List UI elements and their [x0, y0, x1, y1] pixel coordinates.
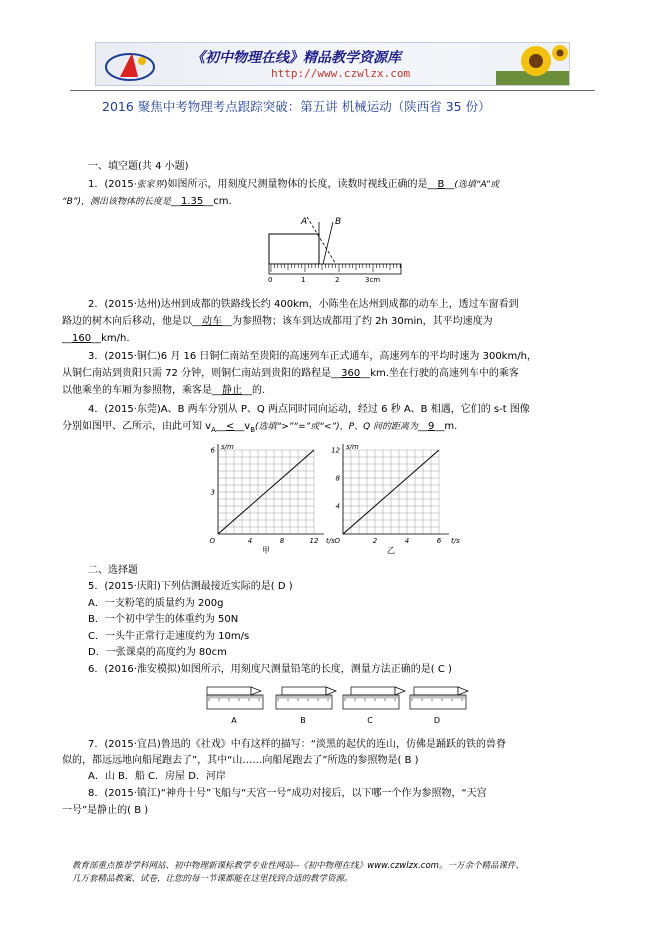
q3-line1: 3．(2015·铜仁)6 月 16 日铜仁南站至贵阳的高速列车正式通车，高速列车的平均时速为 300km/h， [88, 351, 537, 362]
x-tick-label: 12 [309, 537, 319, 545]
document-title: 2016 聚焦中考物理考点跟踪突破：第五讲 机械运动（陕西省 35 份） [102, 99, 491, 114]
q2-answer2: 160 [72, 333, 92, 344]
pencil-figures [205, 683, 470, 725]
banner-title: 《初中物理在线》精品教学资源库 [191, 50, 401, 66]
q4-answer1: < [225, 421, 235, 432]
chart-caption: 甲 [262, 546, 270, 555]
svg-text:0: 0 [268, 276, 273, 282]
origin-label: O [209, 537, 215, 545]
x-tick-label: 4 [404, 537, 410, 545]
q4-answer2: 9 [428, 421, 435, 432]
y-tick-label: 4 [335, 502, 340, 511]
sunflower-icon [496, 43, 570, 86]
q2-answer1: 动车 [202, 316, 222, 327]
q5-option-d: D．一张课桌的高度约为 80cm [88, 647, 227, 658]
q8-line2: 一号”是静止的( B ) [62, 805, 149, 816]
pencil-figure [276, 687, 336, 709]
x-axis-label: t/s [326, 537, 335, 545]
pencil-label-d: D [433, 716, 441, 725]
chart-yi [325, 440, 465, 555]
pencil-label-c: C [367, 716, 373, 725]
q5-option-c: C．一头牛正常行走速度约为 10m/s [88, 631, 250, 642]
q1-answer2: 1.35 [181, 196, 204, 207]
pencil-body [207, 687, 251, 695]
header-banner [95, 42, 570, 86]
pencil-body [351, 687, 395, 695]
origin-label: O [334, 537, 340, 545]
y-tick-label: 6 [210, 446, 215, 455]
label-a: A [301, 217, 308, 227]
y-tick-label: 12 [331, 446, 340, 455]
q7-line1: 7．(2015·宜昌)鲁迅的《社戏》中有这样的描写：“淡黑的起伏的连山，仿佛是踊跃的铁的兽脊 [88, 739, 506, 750]
y-axis-label: s/m [346, 443, 359, 451]
svg-text:1: 1 [301, 276, 306, 282]
pencil-label-a: A [231, 716, 237, 725]
q7-options: A．山 B．船 C．房屋 D．河岸 [88, 771, 226, 782]
q2-line1: 2．(2015·达州)达州到成都的铁路线长约 400km，小陈坐在达州到成都的动车上，透过车窗看到 [88, 299, 519, 310]
q6-stem: 6．(2016·淮安模拟)如图所示，用刻度尺测量铅笔的长度，测量方法正确的是( C ) [88, 664, 452, 675]
y-tick-label: 3 [210, 488, 215, 497]
chart-jia [200, 440, 340, 555]
x-axis-label: t/s [451, 537, 460, 545]
footer-line2: 几万套精品教案、试卷，让您的每一节课都能在这里找到合适的教学资源。 [72, 874, 353, 884]
pencil-figure [207, 687, 263, 709]
logo-icon [102, 47, 172, 83]
x-tick-label: 4 [247, 537, 253, 545]
svg-text:3cm: 3cm [365, 276, 381, 282]
pencil-label-b: B [300, 716, 306, 725]
pencil-tip [251, 687, 261, 695]
q8-line1: 8．(2015·镇江)“神舟十号”飞船与“天宫一号”成功对接后，以下哪一个作为参照物，“天宫 [88, 788, 487, 799]
q1-line2: “B”)，测出该物体的长度是__1.35__cm. [62, 196, 232, 207]
section-heading-fill: 一、填空题(共 4 小题) [88, 161, 189, 172]
chart-caption: 乙 [387, 546, 395, 555]
y-axis-label: s/m [221, 443, 234, 451]
x-tick-label: 2 [372, 537, 378, 545]
q1-line1: 1．(2015·张家界)如图所示，用刻度尺测量物体的长度，读数时视线正确的是__B__(选填“A”或 [88, 179, 500, 190]
q3-line3: 以他乘坐的车厢为参照物，乘客是__静止__的. [62, 385, 266, 396]
header-separator [70, 90, 595, 91]
q5-option-b: B．一个初中学生的体重约为 50N [88, 614, 239, 625]
q7-line2: 似的，都远远地向船尾跑去了”，其中“山……向船尾跑去了”所选的参照物是( B ) [62, 755, 419, 766]
q1-answer1: B [437, 179, 445, 190]
q3-answer1: 360 [341, 368, 361, 379]
banner-url[interactable]: http://www.czwlzx.com [271, 67, 411, 80]
section-heading-choice: 二、选择题 [88, 565, 138, 576]
label-b: B [335, 217, 342, 227]
q4-line2: 分别如图甲、乙所示，由此可知 $v_A\_\_<\_\_v_B$(选填“>”“=”或“<”)，P、Q 间的距离为__9__m. [62, 421, 458, 434]
q3-line2: 从铜仁南站到贵阳只需 72 分钟，则铜仁南站到贵阳的路程是__360__km.坐在行驶的高速列车中的乘客 [62, 368, 519, 379]
pencil-tip [458, 687, 468, 695]
footer-line1: 教育部重点推荐学科网站、初中物理新课标教学专业性网站--《初中物理在线》www.czwlzx.com。一万余个精品课件、 [72, 861, 524, 871]
pencil-tip [326, 687, 336, 695]
x-tick-label: 6 [436, 537, 442, 545]
q3-answer2: 静止 [222, 385, 242, 396]
pencil-body [282, 687, 326, 695]
footer [72, 860, 524, 886]
pencil-body [414, 687, 458, 695]
x-tick-label: 8 [279, 537, 285, 545]
q5-stem: 5．(2015·庆阳)下列估测最接近实际的是( D ) [88, 581, 293, 592]
y-tick-label: 8 [335, 474, 340, 483]
q2-line2: 路边的树木向后移动，他是以__动车__为参照物；该车到达成都用了约 2h 30min，其平均速度为 [62, 316, 493, 327]
pencil-tip [395, 687, 405, 695]
ruler-figure [265, 212, 405, 282]
q4-line1: 4．(2015·东莞)A、B 两车分别从 P、Q 两点同时同向运动，经过 6 秒 A、B 相遇，它们的 s-t 图像 [88, 404, 530, 415]
q2-line3: __160__km/h. [62, 333, 130, 344]
svg-text:2: 2 [335, 276, 340, 282]
q5-option-a: A．一支粉笔的质量约为 200g [88, 598, 224, 609]
pencil-figure [410, 687, 468, 709]
pencil-figure [343, 687, 405, 709]
